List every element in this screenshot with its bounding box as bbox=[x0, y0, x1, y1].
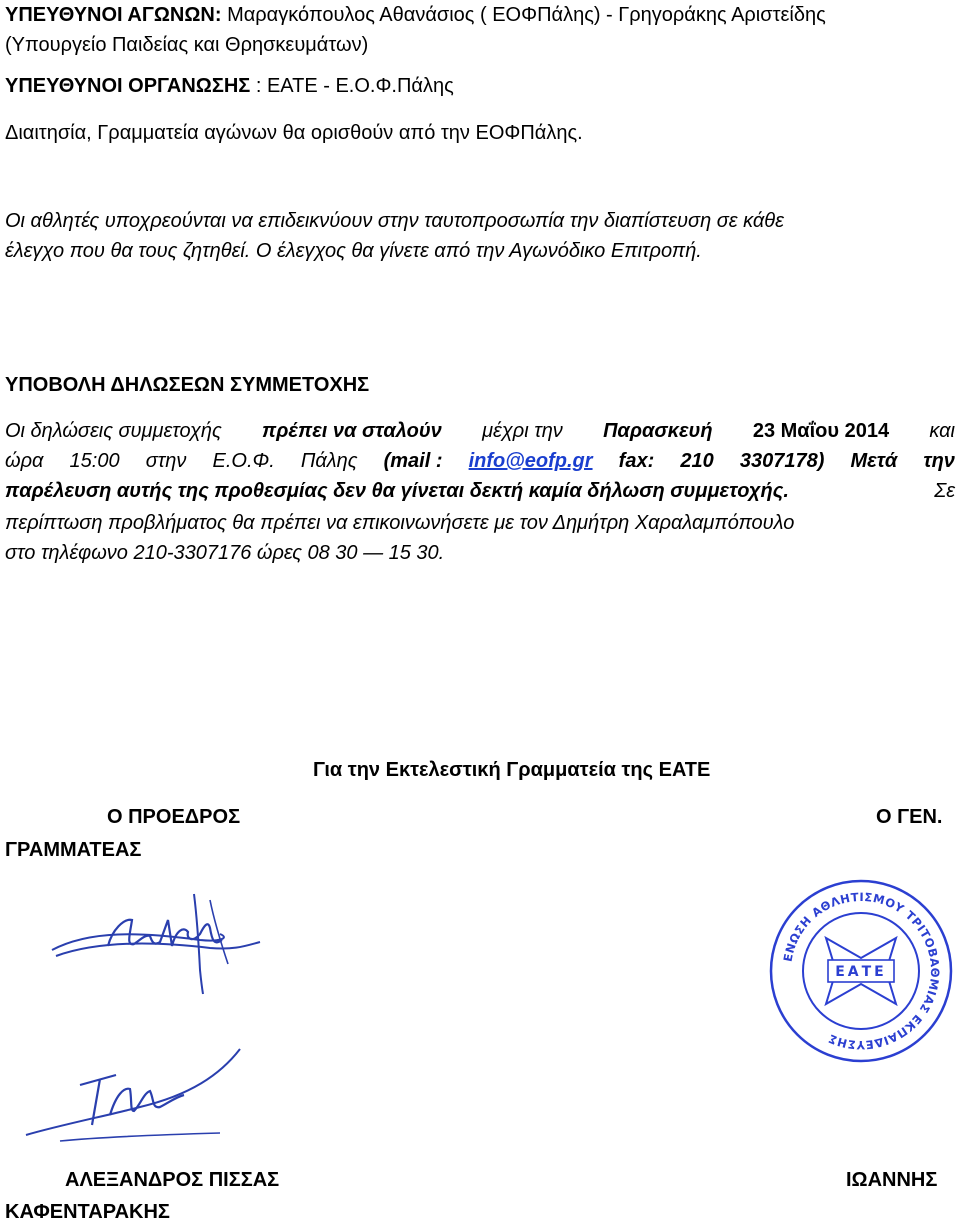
athletes-note-line-2 bbox=[5, 238, 702, 264]
responsible-games-label: ΥΠΕΥΘΥΝΟΙ ΑΓΩΝΩΝ: bbox=[5, 4, 222, 26]
secretary-first-name bbox=[846, 1167, 937, 1193]
submission-phone-text: στο τηλέφωνο 210-3307176 ώρες 08 30 — 15 30. bbox=[5, 542, 445, 564]
submission-text: Μετά bbox=[850, 450, 898, 472]
submission-day: Παρασκευή bbox=[603, 420, 713, 442]
submission-deadline-text: πρέπει να σταλούν bbox=[262, 420, 442, 442]
president-title bbox=[107, 804, 240, 830]
submission-line-3 bbox=[5, 478, 955, 504]
committee-line bbox=[313, 757, 710, 783]
submission-text: την bbox=[923, 450, 955, 472]
submission-warning-text: παρέλευση αυτής της προθεσμίας δεν θα γίνεται δεκτή καμία δήλωση συμμετοχής. bbox=[5, 480, 789, 502]
secretary-last-name bbox=[5, 1199, 170, 1225]
president-signature bbox=[50, 890, 270, 1000]
submission-fax-number: 3307178) bbox=[739, 450, 825, 472]
athletes-note-text-2: έλεγχο που θα τους ζητηθεί. Ο έλεγχος θα γίνετε από την Αγωνόδικο Επιτροπή. bbox=[5, 240, 702, 262]
submission-mail-label: (mail : bbox=[383, 450, 443, 472]
athletes-note-line-1 bbox=[5, 208, 784, 234]
organizers-label: ΥΠΕΥΘΥΝΟΙ ΟΡΓΑΝΩΣΗΣ bbox=[5, 75, 251, 97]
secretary-title bbox=[5, 837, 141, 863]
president-name-text: ΑΛΕΞΑΝΔΡΟΣ ΠΙΣΣΑΣ bbox=[65, 1169, 280, 1191]
committee-text: Για την Εκτελεστική Γραμματεία της ΕΑΤΕ bbox=[313, 759, 711, 781]
email-link[interactable]: info@eofp.gr bbox=[468, 450, 593, 472]
responsible-games-line bbox=[5, 2, 826, 28]
secretary-last-name-text: ΚΑΦΕΝΤΑΡΑΚΗΣ bbox=[5, 1201, 170, 1223]
secretary-title-text: ΓΡΑΜΜΑΤΕΑΣ bbox=[5, 839, 142, 861]
stamp-inner-text: ΕΑΤΕ bbox=[835, 964, 887, 980]
officials-line bbox=[5, 120, 583, 146]
responsible-games-value: Μαραγκόπουλος Αθανάσιος ( ΕΟΦΠάλης) - Γρηγοράκης Αριστείδης bbox=[227, 4, 826, 26]
submission-text: Ε.Ο.Φ. bbox=[212, 450, 275, 472]
submission-fax-prefix: 210 bbox=[680, 450, 714, 472]
submission-text: μέχρι την bbox=[482, 420, 563, 442]
stamp-outer-text: ΕΝΩΣΗ ΑΘΛΗΤΙΣΜΟΥ ΤΡΙΤΟΒΑΘΜΙΑΣ ΕΚΠΑΙΔΕΥΣΗΣ bbox=[780, 889, 943, 1053]
president-title-text: Ο ΠΡΟΕΔΡΟΣ bbox=[107, 806, 241, 828]
submission-text: Σε bbox=[934, 480, 955, 502]
athletes-note-text-1: Οι αθλητές υποχρεούνται να επιδεικνύουν στην ταυτοπροσωπία την διαπίστευση σε κάθε bbox=[5, 210, 784, 232]
submission-line-4 bbox=[5, 510, 794, 536]
submission-text: και bbox=[929, 420, 955, 442]
responsible-games-value-2: (Υπουργείο Παιδείας και Θρησκευμάτων) bbox=[5, 34, 369, 56]
submission-contact-text: περίπτωση προβλήματος θα πρέπει να επικοινωνήσετε με τον Δημήτρη Χαραλαμπόπουλο bbox=[5, 512, 795, 534]
submission-heading-text: ΥΠΟΒΟΛΗ ΔΗΛΩΣΕΩΝ ΣΥΜΜΕΤΟΧΗΣ bbox=[5, 374, 370, 396]
submission-text: Οι δηλώσεις συμμετοχής bbox=[5, 420, 222, 442]
submission-line-1 bbox=[5, 418, 955, 444]
submission-date: 23 Μαΐου 2014 bbox=[752, 420, 890, 442]
submission-text: ώρα bbox=[5, 450, 44, 472]
submission-text: Πάλης bbox=[300, 450, 358, 472]
submission-heading bbox=[5, 372, 369, 398]
submission-fax-label: fax: bbox=[618, 450, 655, 472]
submission-line-5 bbox=[5, 540, 444, 566]
officials-text: Διαιτησία, Γραμματεία αγώνων θα ορισθούν από την ΕΟΦΠάλης. bbox=[5, 122, 583, 144]
organizers-line bbox=[5, 73, 454, 99]
gen-title-text: Ο ΓΕΝ. bbox=[876, 806, 943, 828]
submission-time: 15:00 bbox=[69, 450, 120, 472]
president-name bbox=[65, 1167, 279, 1193]
gen-title bbox=[876, 804, 942, 830]
submission-line-2 bbox=[5, 448, 955, 474]
responsible-games-line-2 bbox=[5, 32, 368, 58]
submission-text: στην bbox=[145, 450, 187, 472]
eate-stamp bbox=[768, 878, 954, 1064]
secretary-signature bbox=[20, 1045, 250, 1155]
secretary-first-name-text: ΙΩΑΝΝΗΣ bbox=[846, 1169, 938, 1191]
organizers-value: : ΕΑΤΕ - Ε.Ο.Φ.Πάλης bbox=[255, 75, 454, 97]
